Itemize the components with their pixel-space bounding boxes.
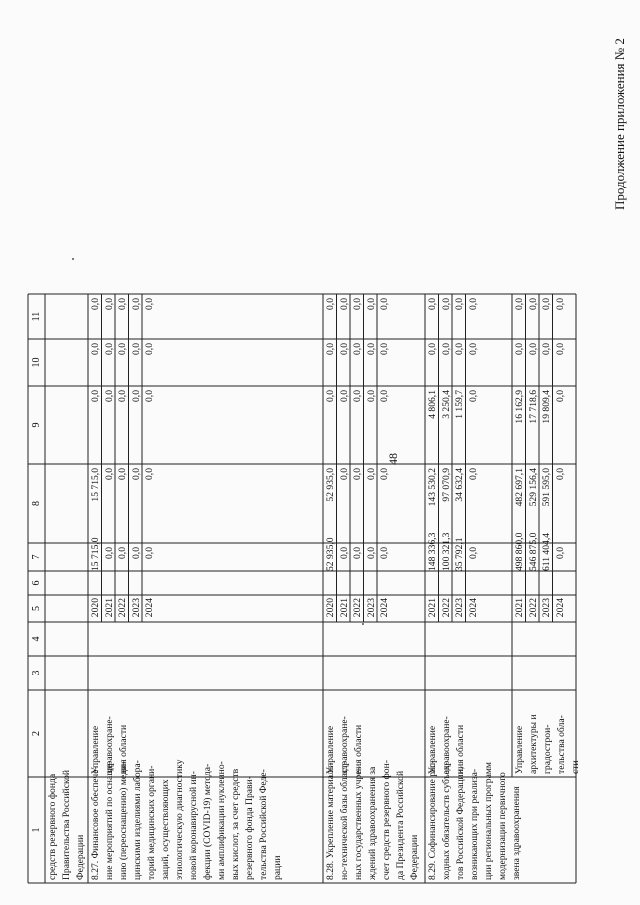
row-8-29a-executor-line: ния области (455, 724, 466, 774)
row-8-27-col11: 0,0 (90, 298, 101, 310)
row-8-29b-year: 2021 (514, 598, 525, 618)
row-8-27-col11: 0,0 (130, 298, 142, 310)
prev-row-text-line: Федерации (75, 834, 86, 880)
row-8-29b-year: 2023 (541, 598, 552, 618)
row-8-28-col8: 52 935,0 (325, 468, 336, 502)
row-8-27-col8: 0,0 (144, 468, 155, 480)
row-8-28-col10: 0,0 (365, 343, 377, 355)
row-8-28-executor-line: Управление (325, 725, 336, 774)
row-8-27-executor-line: здравоохране- (104, 716, 115, 774)
row-8-29b-col10: 0,0 (541, 343, 552, 355)
row-8-28-col9: 0,0 (379, 390, 390, 402)
row-8-29b-col9: 0,0 (554, 390, 566, 402)
column-header: 7 (31, 554, 42, 560)
row-8-29b-col8: 591 595,0 (541, 468, 552, 507)
row-8-27-col8: 0,0 (117, 468, 128, 480)
row-8-29b-col11: 0,0 (541, 298, 552, 310)
row-8-27-year: 2020 (90, 598, 101, 618)
row-8-28-col7: 0,0 (338, 547, 350, 559)
row-8-29-description-line: ции региональных программ (483, 762, 494, 880)
row-8-29-description-line: возникающих при реализа- (469, 768, 480, 880)
column-header: 2 (31, 731, 42, 736)
row-8-28-col8: 0,0 (365, 468, 377, 480)
row-8-27-col9: 0,0 (90, 390, 101, 402)
row-8-27-col10: 0,0 (130, 343, 142, 355)
row-8-28-col10: 0,0 (338, 343, 350, 355)
row-8-27-col7: 0,0 (130, 547, 142, 559)
row-8-29b-executor-line: сти (570, 760, 581, 774)
row-8-27-description-line: тельства Российской Феде- (258, 769, 269, 880)
row-8-28-col10: 0,0 (352, 343, 363, 355)
column-header: 11 (31, 311, 42, 322)
row-8-27-description-line: 8.27. Финансовое обеспече- (90, 766, 101, 880)
row-8-28-description-line: да Президента Российской (395, 770, 406, 880)
row-8-29b-col11: 0,0 (514, 298, 525, 310)
appendix-continuation-label: Продолжение приложения № 2 (612, 38, 627, 210)
row-8-28-col8: 0,0 (338, 468, 350, 480)
row-8-28-description-line: но-технической базы област- (339, 761, 350, 880)
row-8-27-description-line: цинскими изделиями лабора- (132, 760, 143, 880)
row-8-27-col11: 0,0 (117, 298, 128, 310)
row-8-29-description-line: ходных обязательств субъек- (441, 762, 452, 880)
row-8-29b-col10: 0,0 (514, 343, 525, 355)
row-8-28-description-line: Федерации (409, 834, 420, 880)
row-8-28-description-line: ных государственных учре- (353, 767, 364, 880)
row-8-29b-col10: 0,0 (554, 343, 566, 355)
column-header: 4 (31, 636, 42, 642)
row-8-27-col7: 0,0 (103, 547, 115, 559)
row-8-28-col7: 0,0 (379, 547, 390, 559)
row-8-29a-col9: 1 159,7 (454, 390, 465, 419)
row-8-29b-col7: 498 860,0 (514, 532, 525, 571)
row-8-28-col11: 0,0 (379, 298, 390, 310)
prev-row-text (46, 769, 88, 880)
row-8-29b-col11: 0,0 (527, 298, 539, 310)
row-8-27-col10: 0,0 (144, 343, 155, 355)
row-8-27-col10: 0,0 (117, 343, 128, 355)
row-8-28-col11: 0,0 (325, 298, 336, 310)
row-8-29a-executor (426, 690, 468, 774)
row-8-29a-col11: 0,0 (427, 298, 438, 310)
row-8-28-col9: 0,0 (338, 390, 350, 402)
row-8-29b-col8: 482 697,1 (514, 468, 525, 507)
row-8-28-col7: 0,0 (352, 547, 363, 559)
row-8-29b-executor-line: архитектуры и (528, 714, 539, 774)
row-8-27-col8: 0,0 (103, 468, 115, 480)
row-8-27-description-line: вых кислот, за счет средств (230, 768, 241, 880)
row-8-28-col11: 0,0 (338, 298, 350, 310)
row-8-27-year: 2024 (144, 598, 155, 618)
row-8-27-description-line: новой коронавирусной ин- (188, 771, 199, 880)
column-header: 1 (31, 827, 42, 833)
row-8-28-col7: 0,0 (365, 547, 377, 559)
row-8-27-description-line: заций, осуществляющих (160, 779, 171, 880)
row-8-29b-executor-line: тельства обла- (556, 715, 567, 774)
row-8-27-executor-line: Управление (90, 725, 101, 774)
row-8-29-description-line: модернизации первичного (497, 772, 508, 880)
row-8-27-description-line: нию (переоснащению) меди- (118, 761, 129, 880)
row-8-29b-col8: 0,0 (554, 468, 566, 480)
row-8-28-year: 2023 (365, 598, 377, 618)
row-8-28-col10: 0,0 (325, 343, 336, 355)
row-8-27-year: 2022 (117, 598, 128, 618)
row-8-29b-year: 2022 (527, 598, 539, 618)
row-8-29b-executor-line: Управление (514, 725, 525, 774)
row-8-29b-col9: 17 718,6 (527, 390, 539, 424)
row-8-29b-executor (513, 690, 583, 774)
row-8-29a-col7: 148 336,3 (427, 532, 438, 571)
row-8-29a-col10: 0,0 (440, 343, 452, 355)
row-8-27-col7: 0,0 (144, 547, 155, 559)
row-8-27-col10: 0,0 (90, 343, 101, 355)
row-8-29-description-line: тов Российской Федерации, (455, 766, 466, 880)
row-8-29a-col9: 0,0 (467, 390, 479, 402)
row-8-27-executor (89, 690, 131, 774)
column-header: 6 (31, 580, 42, 586)
column-header: 3 (31, 670, 42, 676)
row-8-28-executor-line: ния области (353, 724, 364, 774)
row-8-29a-year: 2021 (427, 598, 438, 618)
row-8-29b-col11: 0,0 (554, 298, 566, 310)
row-8-27-year: 2021 (103, 598, 115, 618)
row-8-29b-col7: 546 875,0 (527, 532, 539, 571)
row-8-28-col11: 0,0 (352, 298, 363, 310)
row-8-29b-col8: 529 156,4 (527, 468, 539, 507)
row-8-28-col9: 0,0 (365, 390, 377, 402)
row-8-29-description (426, 760, 524, 880)
row-8-28-executor (324, 690, 366, 774)
prev-row-text-line: Правительства Российской (61, 769, 72, 880)
row-8-29b-col9: 19 809,4 (541, 390, 552, 424)
row-8-29b-col9: 16 162,9 (514, 390, 525, 424)
row-8-27-col7: 0,0 (117, 547, 128, 559)
row-8-27-description-line: ние мероприятий по оснаще- (104, 760, 115, 880)
row-8-28-col9: 0,0 (352, 390, 363, 402)
row-8-27-executor-line: ния области (118, 724, 129, 774)
row-8-29b-col10: 0,0 (527, 343, 539, 355)
row-8-27-year: 2023 (130, 598, 142, 618)
row-8-29a-col7: 0,0 (467, 547, 479, 559)
row-8-27-col8: 0,0 (130, 468, 142, 480)
row-8-27-description-line: резервного фонда Прави- (244, 776, 255, 880)
row-8-28-description (324, 760, 422, 880)
row-8-29a-col8: 34 632,4 (454, 468, 465, 502)
row-8-28-col8: 0,0 (352, 468, 363, 480)
column-header: 5 (31, 606, 42, 611)
row-8-28-executor-line: здравоохране- (339, 716, 350, 774)
row-8-27-col9: 0,0 (103, 390, 115, 402)
row-8-27-col9: 0,0 (130, 390, 142, 402)
row-8-29a-executor-line: здравоохране- (441, 716, 452, 774)
row-8-29a-executor-line: Управление (427, 725, 438, 774)
column-header: 9 (31, 422, 42, 428)
row-8-28-description-line: ждений здравоохранения за (367, 766, 378, 880)
row-8-27-col8: 15 715,0 (90, 468, 101, 502)
row-8-27-col11: 0,0 (144, 298, 155, 310)
row-8-29a-col11: 0,0 (467, 298, 479, 310)
row-8-27-description-line: торий медицинских органи- (146, 765, 157, 880)
scan-speck (362, 623, 364, 625)
column-header: 8 (31, 501, 42, 506)
row-8-29b-col7: 0,0 (554, 547, 566, 559)
row-8-29b-executor-line: градострои- (542, 724, 553, 774)
row-8-28-col7: 52 935,0 (325, 537, 336, 571)
row-8-29a-col7: 100 321,3 (440, 532, 452, 571)
row-8-29-description-line: звена здравоохранения (511, 786, 522, 880)
row-8-27-col7: 15 715,0 (90, 537, 101, 571)
row-8-28-year: 2020 (325, 598, 336, 618)
row-8-27-description-line: ми амплификации нуклеино- (216, 761, 227, 880)
row-8-28-description-line: 8.28. Укрепление материаль- (325, 762, 336, 880)
row-8-28-year: 2024 (379, 598, 390, 618)
row-8-29a-col8: 97 070,9 (440, 468, 452, 502)
row-8-28-col11: 0,0 (365, 298, 377, 310)
row-8-29b-col7: 611 404,4 (541, 532, 552, 571)
row-8-29a-col10: 0,0 (427, 343, 438, 355)
row-8-29a-col11: 0,0 (454, 298, 465, 310)
row-8-28-col8: 0,0 (379, 468, 390, 480)
row-8-29a-col9: 4 806,1 (427, 390, 438, 419)
page-number: 48 (386, 453, 400, 465)
row-8-28-col9: 0,0 (325, 390, 336, 402)
row-8-29-description-line: 8.29. Софинансирование рас- (427, 760, 438, 880)
scan-speck (72, 258, 74, 260)
row-8-29a-year: 2023 (454, 598, 465, 618)
row-8-29a-col8: 0,0 (467, 468, 479, 480)
row-8-28-description-line: счет средств резервного фон- (381, 760, 392, 880)
row-8-29a-col11: 0,0 (440, 298, 452, 310)
row-8-27-col9: 0,0 (144, 390, 155, 402)
prev-row-text-line: средств резервного фонда (47, 773, 58, 880)
row-8-27-description-line: этиологическую диагностику (174, 759, 185, 880)
row-8-27-description-line: фекции (COVID-19) метода- (202, 763, 213, 880)
row-8-27-col10: 0,0 (103, 343, 115, 355)
row-8-28-year: 2021 (338, 598, 350, 618)
row-8-28-year: 2022 (352, 598, 363, 618)
row-8-27-col9: 0,0 (117, 390, 128, 402)
row-8-28-col10: 0,0 (379, 343, 390, 355)
row-8-27-description-line: рации (272, 855, 283, 880)
row-8-29a-year: 2024 (467, 598, 479, 618)
row-8-29a-col8: 143 530,2 (427, 468, 438, 507)
row-8-29a-col7: 35 792,1 (454, 537, 465, 571)
row-8-29a-year: 2022 (440, 598, 452, 618)
row-8-29a-col9: 3 250,4 (440, 390, 452, 419)
row-8-29b-year: 2024 (554, 598, 566, 618)
row-8-29a-col10: 0,0 (467, 343, 479, 355)
row-8-27-col11: 0,0 (103, 298, 115, 310)
column-header: 10 (31, 357, 42, 368)
row-8-27-description (89, 759, 285, 880)
row-8-29a-col10: 0,0 (454, 343, 465, 355)
